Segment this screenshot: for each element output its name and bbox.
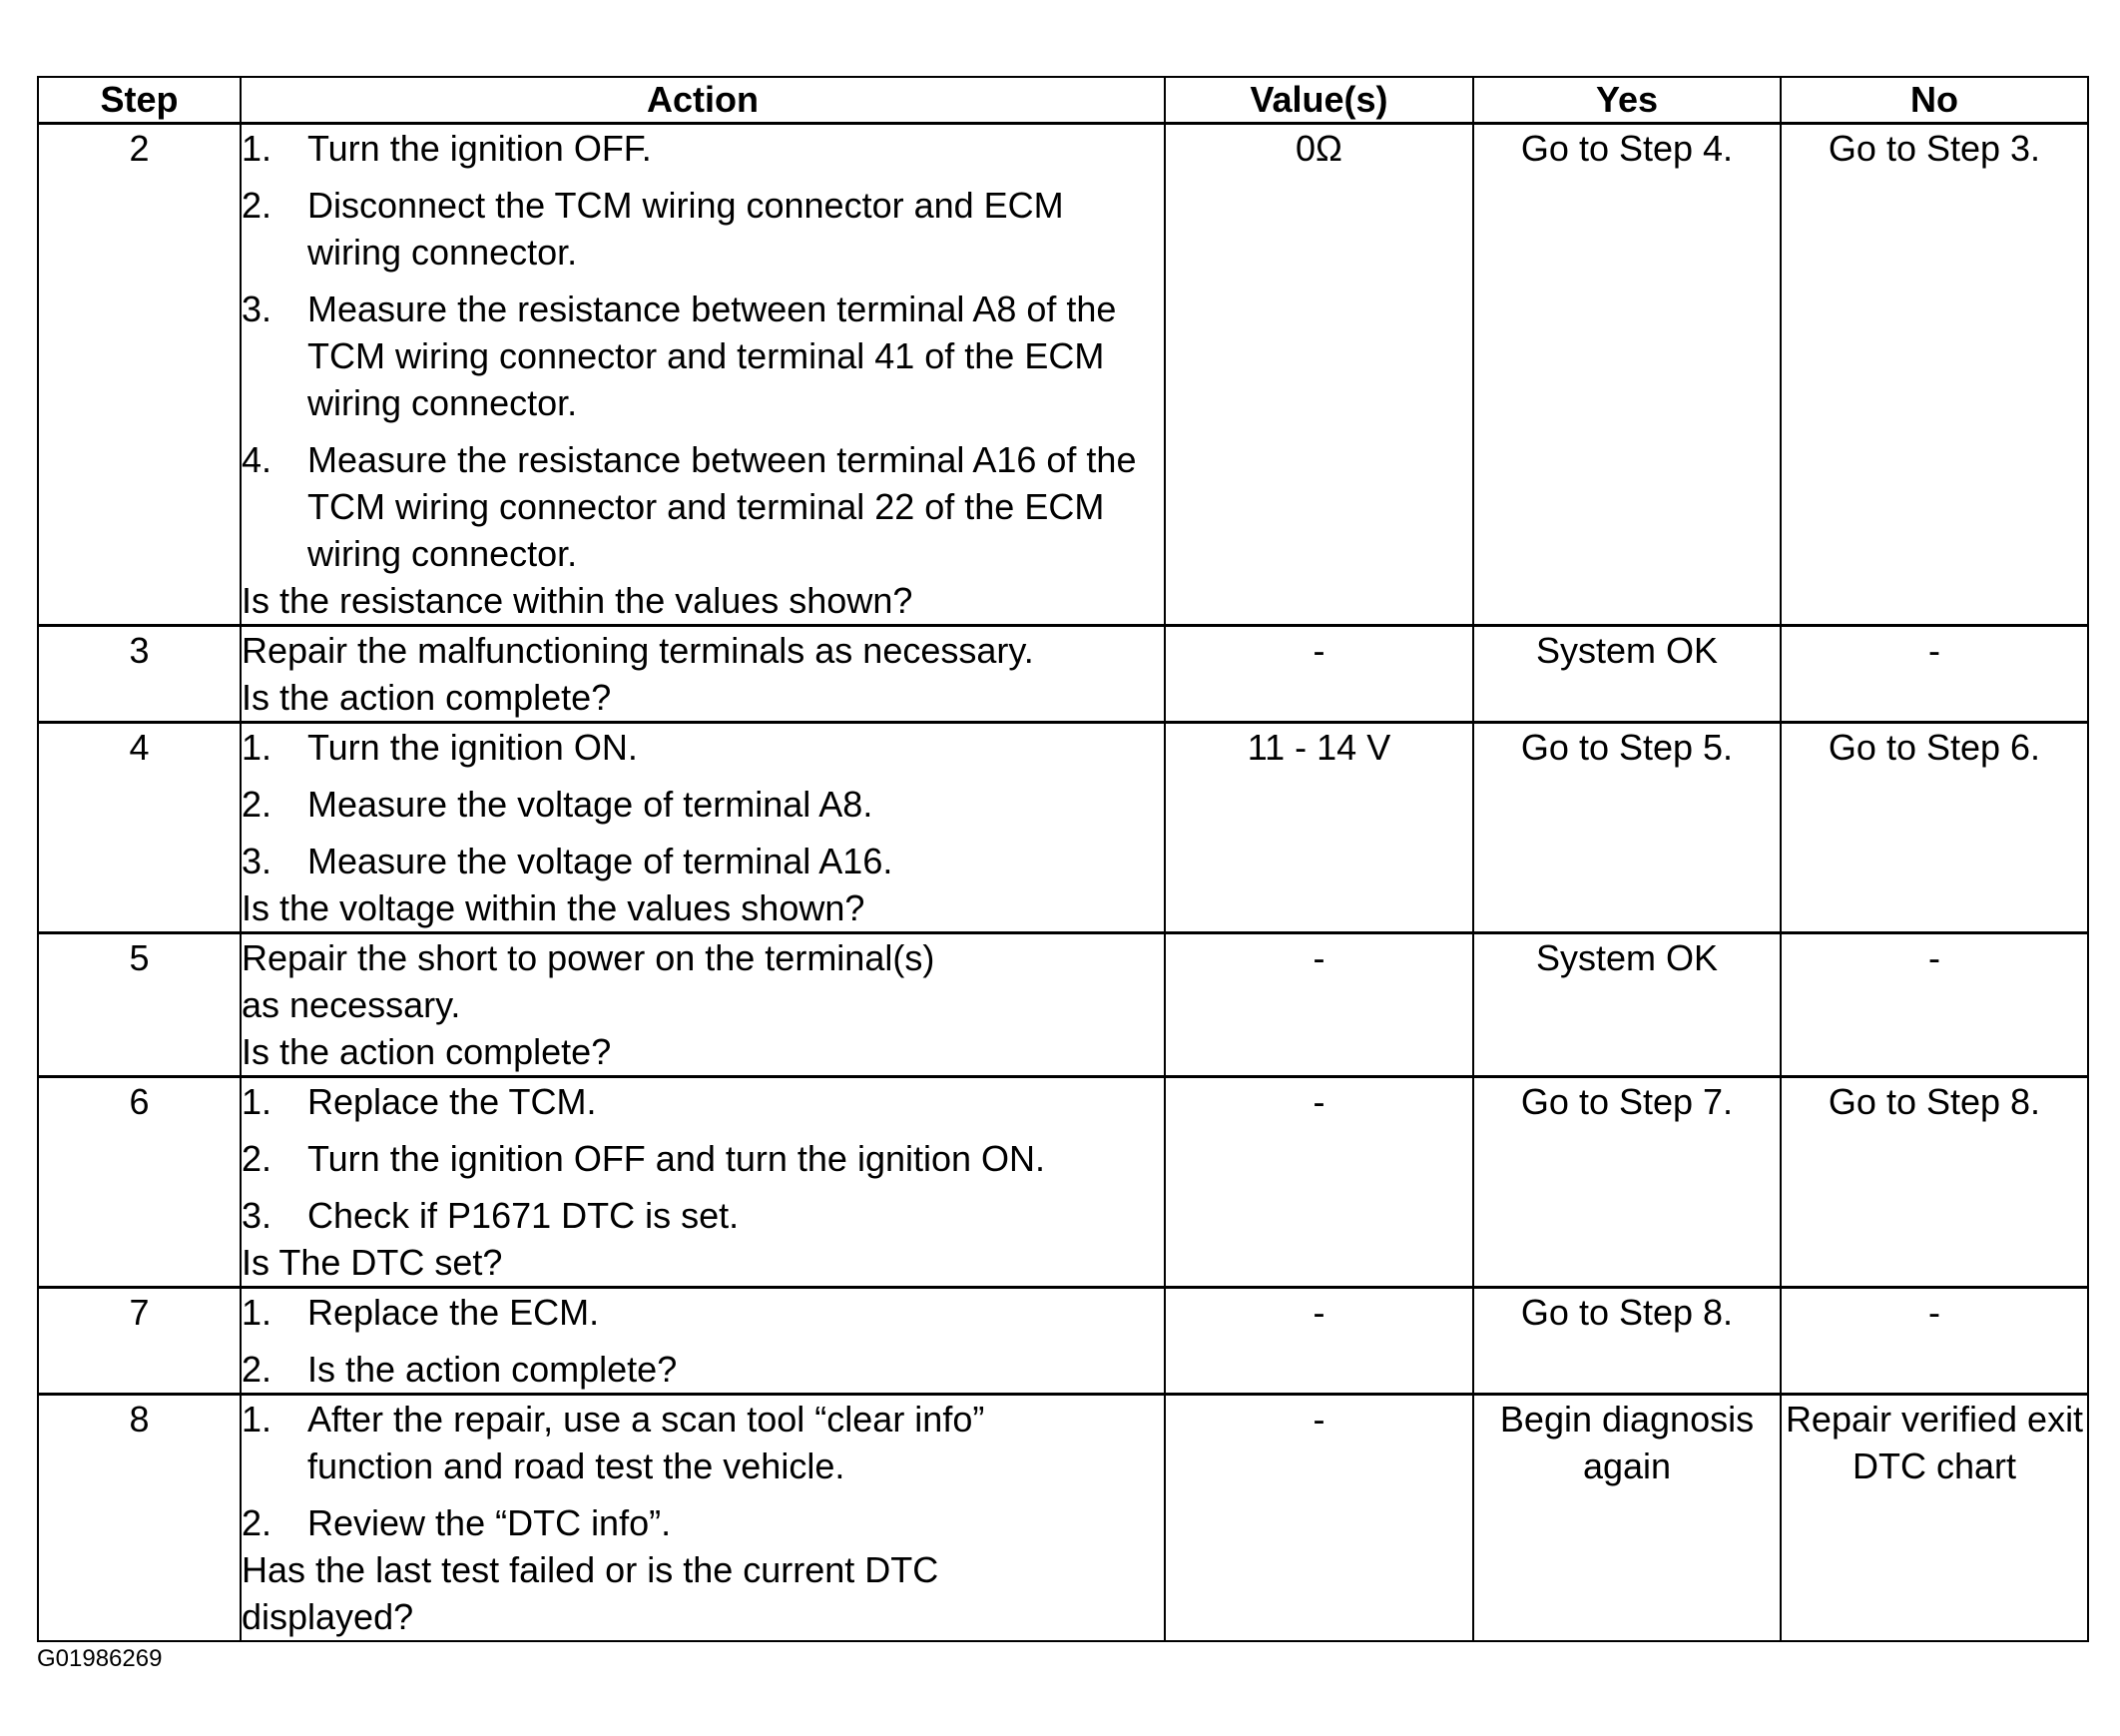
value-cell: 11 - 14 V <box>1165 723 1473 933</box>
step-number: 3 <box>38 626 241 723</box>
item-number: 3. <box>242 1195 272 1236</box>
item-text: Measure the resistance between terminal A8 of the TCM wiring connector and terminal 41 of the ECM wiring connector. <box>307 289 1117 423</box>
header-action: Action <box>241 77 1165 124</box>
action-item <box>242 781 1164 828</box>
item-number: 2. <box>242 1349 272 1390</box>
item-number: 1. <box>242 727 272 768</box>
action-item <box>242 1078 1164 1125</box>
diagnostic-table-container <box>37 76 2087 1642</box>
item-text: After the repair, use a scan tool “clear info” function and road test the vehicle. <box>307 1399 985 1486</box>
item-number: 4. <box>242 439 272 480</box>
step-number: 8 <box>38 1395 241 1642</box>
action-cell <box>241 124 1165 626</box>
item-text: Replace the ECM. <box>307 1292 600 1333</box>
item-number: 1. <box>242 1292 272 1333</box>
header-yes: Yes <box>1473 77 1781 124</box>
step-number: 5 <box>38 933 241 1077</box>
table-row <box>38 933 2088 1077</box>
action-question: Is the action complete? <box>242 1031 612 1072</box>
action-cell <box>241 1395 1165 1642</box>
yes-cell: Begin diagnosis again <box>1473 1395 1781 1642</box>
action-cell <box>241 626 1165 723</box>
action-item <box>242 1289 1164 1336</box>
item-number: 3. <box>242 841 272 881</box>
header-values: Value(s) <box>1165 77 1473 124</box>
header-row <box>38 77 2088 124</box>
header-no: No <box>1781 77 2088 124</box>
item-text: Measure the voltage of terminal A8. <box>307 784 873 825</box>
action-item <box>242 125 1164 172</box>
step-number: 4 <box>38 723 241 933</box>
yes-cell: Go to Step 5. <box>1473 723 1781 933</box>
yes-cell: Go to Step 8. <box>1473 1288 1781 1395</box>
table-row <box>38 1077 2088 1288</box>
step-number: 7 <box>38 1288 241 1395</box>
item-text: Review the “DTC info”. <box>307 1502 672 1543</box>
action-question: Is the action complete? <box>242 677 612 718</box>
action-item <box>242 1346 1164 1393</box>
action-line: Repair the malfunctioning terminals as necessary. <box>242 630 1034 671</box>
action-item <box>242 182 1164 276</box>
item-text: Turn the ignition OFF and turn the ignition ON. <box>307 1138 1046 1179</box>
item-number: 2. <box>242 185 272 226</box>
value-cell: - <box>1165 1288 1473 1395</box>
step-number: 2 <box>38 124 241 626</box>
table-row <box>38 626 2088 723</box>
item-number: 2. <box>242 1138 272 1179</box>
action-question: Has the last test failed or is the current DTC displayed? <box>242 1549 939 1637</box>
action-item <box>242 1396 1164 1489</box>
item-number: 3. <box>242 289 272 329</box>
action-cell <box>241 933 1165 1077</box>
value-cell: - <box>1165 626 1473 723</box>
table-row <box>38 1395 2088 1642</box>
action-item <box>242 1192 1164 1239</box>
item-text: Disconnect the TCM wiring connector and ECM wiring connector. <box>307 185 1064 273</box>
action-line: Repair the short to power on the terminal(s) as necessary. <box>242 937 935 1025</box>
item-text: Replace the TCM. <box>307 1081 597 1122</box>
action-item <box>242 1499 1164 1546</box>
action-item <box>242 436 1164 577</box>
action-item <box>242 724 1164 771</box>
item-number: 1. <box>242 128 272 169</box>
item-text: Check if P1671 DTC is set. <box>307 1195 740 1236</box>
item-text: Measure the voltage of terminal A16. <box>307 841 893 881</box>
action-question: Is the voltage within the values shown? <box>242 887 865 928</box>
item-number: 2. <box>242 1502 272 1543</box>
no-cell: Go to Step 6. <box>1781 723 2088 933</box>
value-cell: 0Ω <box>1165 124 1473 626</box>
table-row <box>38 124 2088 626</box>
yes-cell: System OK <box>1473 933 1781 1077</box>
item-number: 2. <box>242 784 272 825</box>
action-cell <box>241 1288 1165 1395</box>
diagnostic-table <box>37 76 2089 1642</box>
figure-id: G01986269 <box>37 1645 163 1672</box>
yes-cell: Go to Step 7. <box>1473 1077 1781 1288</box>
value-cell: - <box>1165 933 1473 1077</box>
action-item <box>242 286 1164 426</box>
item-text: Turn the ignition OFF. <box>307 128 652 169</box>
item-number: 1. <box>242 1399 272 1440</box>
value-cell: - <box>1165 1077 1473 1288</box>
value-cell: - <box>1165 1395 1473 1642</box>
no-cell: Repair verified exit DTC chart <box>1781 1395 2088 1642</box>
action-cell <box>241 1077 1165 1288</box>
no-cell: - <box>1781 626 2088 723</box>
action-item <box>242 1135 1164 1182</box>
action-item <box>242 838 1164 884</box>
no-cell: - <box>1781 1288 2088 1395</box>
item-text: Measure the resistance between terminal A16 of the TCM wiring connector and terminal 22 of the ECM wiring connector. <box>307 439 1137 574</box>
item-text: Is the action complete? <box>307 1349 678 1390</box>
yes-cell: System OK <box>1473 626 1781 723</box>
step-number: 6 <box>38 1077 241 1288</box>
header-step: Step <box>38 77 241 124</box>
action-cell <box>241 723 1165 933</box>
yes-cell: Go to Step 4. <box>1473 124 1781 626</box>
no-cell: Go to Step 8. <box>1781 1077 2088 1288</box>
no-cell: - <box>1781 933 2088 1077</box>
no-cell: Go to Step 3. <box>1781 124 2088 626</box>
item-text: Turn the ignition ON. <box>307 727 638 768</box>
table-row <box>38 723 2088 933</box>
action-question: Is The DTC set? <box>242 1242 503 1283</box>
item-number: 1. <box>242 1081 272 1122</box>
table-row <box>38 1288 2088 1395</box>
action-question: Is the resistance within the values shown? <box>242 580 913 621</box>
